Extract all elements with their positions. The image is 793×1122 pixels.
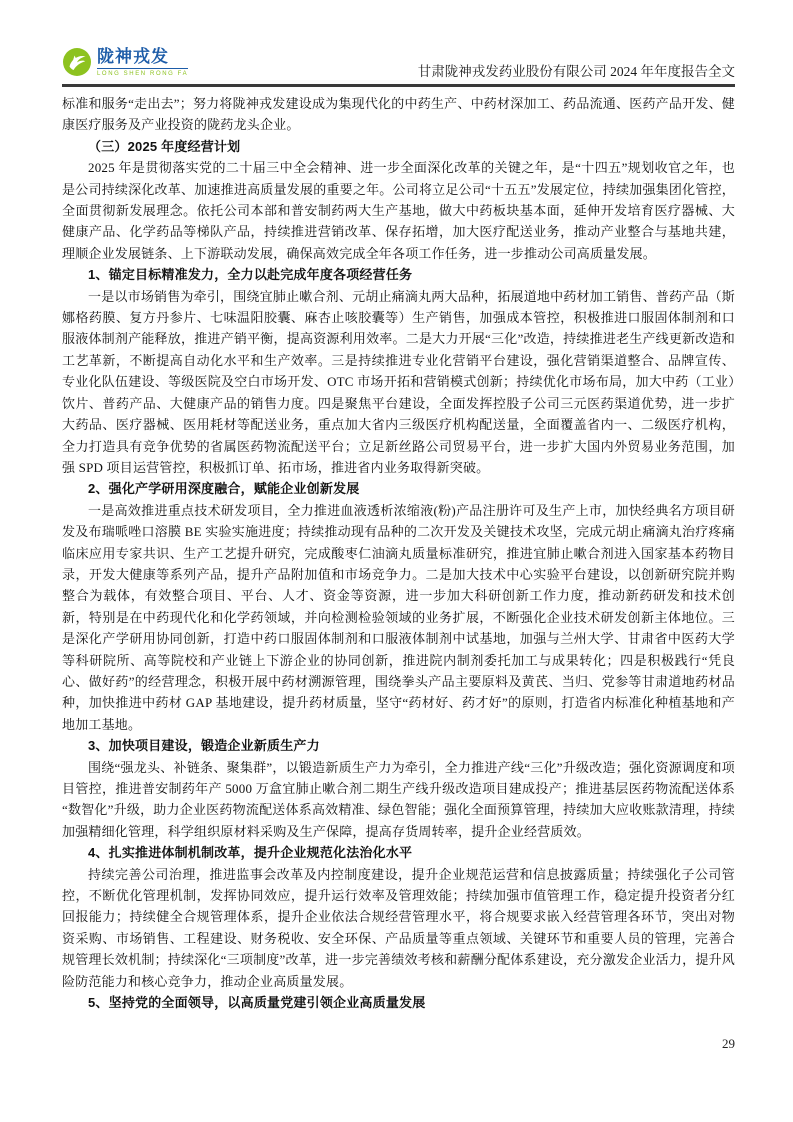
brand-name-en: LONG SHEN RONG FA (97, 68, 188, 77)
subsection-heading-3: 3、加快项目建设，锻造企业新质生产力 (88, 738, 320, 754)
brand-text (97, 48, 188, 77)
paragraph-plan-overview: 2025 年是贯彻落实党的二十届三中全会精神、进一步全面深化改革的关键之年，是“十四五”规划收官之年，也是公司持续深化改革、加速推进高质量发展的重要之年。公司将立足公司“十五五”发展定位，持续加强集团化管控，全面贯彻新发展理念。依托公司本部和普安制药两大生产基地，做大中药板块基本面，延伸开发培育医疗器械、大健康产品、化学药品等梯队产品，持续推进营销改革、保存拓增，加大医疗配送业务，推动产业整合与基地共建，理顺企业发展链条、上下游联动发展，确保高效完成全年各项工作任务，进一步推动公司高质量发展。 (62, 160, 735, 261)
subsection-heading-1: 1、锚定目标精准发力，全力以赴完成年度各项经营任务 (88, 267, 413, 283)
page-header (62, 42, 735, 82)
longshen-logo-icon (62, 47, 92, 77)
subsection-heading-4: 4、扎实推进体制机制改革，提升企业规范化法治化水平 (88, 845, 413, 861)
paragraph-section-1: 一是以市场销售为牵引，围绕宜肺止嗽合剂、元胡止痛滴丸两大品种，拓展道地中药材加工销售、普药产品（斯娜格药膜、复方丹参片、七味温阳胶囊、麻杏止咳胶囊等）生产销售，加强成本管控，积极推进口服固体制剂和口服液体制剂产能释放，推进产销平衡，提高资源利用效率。二是大力开展“三化”改造，持续推进老生产线更新改造和工艺革新，不断提高自动化水平和生产效率。三是持续推进专业化营销平台建设，强化营销渠道整合、品牌宣传、专业化队伍建设、等级医院及空白市场开发、OTC 市场开拓和营销模式创新；持续优化市场布局，加大中药（工业）饮片、普药产品、大健康产品的销售力度。四是聚焦平台建设，全面发挥控股子公司三元医药渠道优势，进一步扩大药品、医疗器械、医用耗材等配送业务，重点加大省内三级医疗机构配送量，全面覆盖省内一、二级医疗机构，全力打造具有竞争优势的省属医药物流配送平台；立足新丝路公司贸易平台，进一步扩大国内外贸易业务范围，加强 SPD 项目运营管控，积极抓订单、拓市场，推进省内业务取得新突破。 (62, 288, 735, 475)
paragraph-section-2: 一是高效推进重点技术研发项目，全力推进血液透析浓缩液(粉)产品注册许可及生产上市，加快经典名方项目研发及布瑞哌唑口溶膜 BE 实验实施进度；持续推动现有品种的二次开发及关键技术攻坚，完成元胡止痛滴丸治疗疼痛临床应用专家共识、生产工艺提升研究，完成酸枣仁油滴丸质量标准研究，推进宜肺止嗽合剂进入国家基本药物目录，开发大健康等系列产品，提升产品附加值和市场竞争力。二是加大技术中心实验平台建设，以创新研究院并购整合为载体，有效整合项目、平台、人才、资金等资源，进一步加大科研创新工作力度，推动新药研发和技术创新，特别是在中药现代化和化学药领域，并向检测检验领域的业务扩展，不断强化企业技术研发创新主体地位。三是深化产学研用协同创新，打造中药口服固体制剂和口服液体制剂中试基地，加强与兰州大学、甘肃省中医药大学等科研院所、高等院校和产业链上下游企业的协同创新，推进院内制剂委托加工与成果转化；四是积极践行“凭良心、做好药”的经营理念，积极开展中药材溯源管理，围绕拳头产品主要原料及黄芪、当归、党参等甘肃道地药材品种，加快推进中药材 GAP 基地建设，提升药材质量，坚守“药材好、药才好”的原则，打造省内标准化种植基地和产地加工基地。 (62, 502, 735, 732)
report-body (62, 93, 735, 1013)
paragraph-section-4: 持续完善公司治理，推进监事会改革及内控制度建设，提升企业规范运营和信息披露质量；持续强化子公司管控，不断优化管理机制，发挥协同效应，提升运行效率及管理效能；持续加强市值管理工作，稳定提升投资者分红回报能力；持续健全合规管理体系，提升企业依法合规经营管理水平，将合规要求嵌入经营管理各环节，突出对物资采购、市场销售、工程建设、财务税收、安全环保、产品质量等重点领域、关键环节和重要人员的管理，完善合规管理长效机制；持续深化“三项制度”改革，进一步完善绩效考核和薪酬分配体系建设，充分激发企业活力，提升风险防范能力和核心竞争力，推动企业高质量发展。 (62, 866, 735, 989)
section-heading-annual-plan: （三）2025 年度经营计划 (88, 138, 241, 154)
paragraph-section-3: 围绕“强龙头、补链条、聚集群”，以锻造新质生产力为牵引，全力推进产线“三化”升级改造；强化资源调度和项目管控，推进普安制药年产 5000 万盒宜肺止嗽合剂二期生产线升级改造项目建成投产；推进基层医药物流配送体系“数智化”升级，助力企业医药物流配送体系高效精准、绿色智能；强化全面预算管理，持续加大应收账款清理，持续加强精细化管理，科学组织原材料采购及生产保障，提高存货周转率，提升企业经营质效。 (62, 759, 735, 839)
subsection-heading-2: 2、强化产学研用深度融合，赋能企业创新发展 (88, 481, 360, 497)
header-divider (62, 84, 735, 87)
paragraph-continuation: 标准和服务“走出去”；努力将陇神戎发建设成为集现代化的中药生产、中药材深加工、药品流通、医药产品开发、健康医疗服务及产业投资的陇药龙头企业。 (62, 96, 735, 133)
subsection-heading-5: 5、坚持党的全面领导，以高质量党建引领企业高质量发展 (88, 995, 426, 1011)
page-number: 29 (722, 1036, 735, 1051)
brand-name-cn: 陇神戎发 (97, 46, 169, 66)
company-logo (62, 47, 188, 77)
report-title: 甘肃陇神戎发药业股份有限公司 2024 年年度报告全文 (417, 64, 735, 79)
